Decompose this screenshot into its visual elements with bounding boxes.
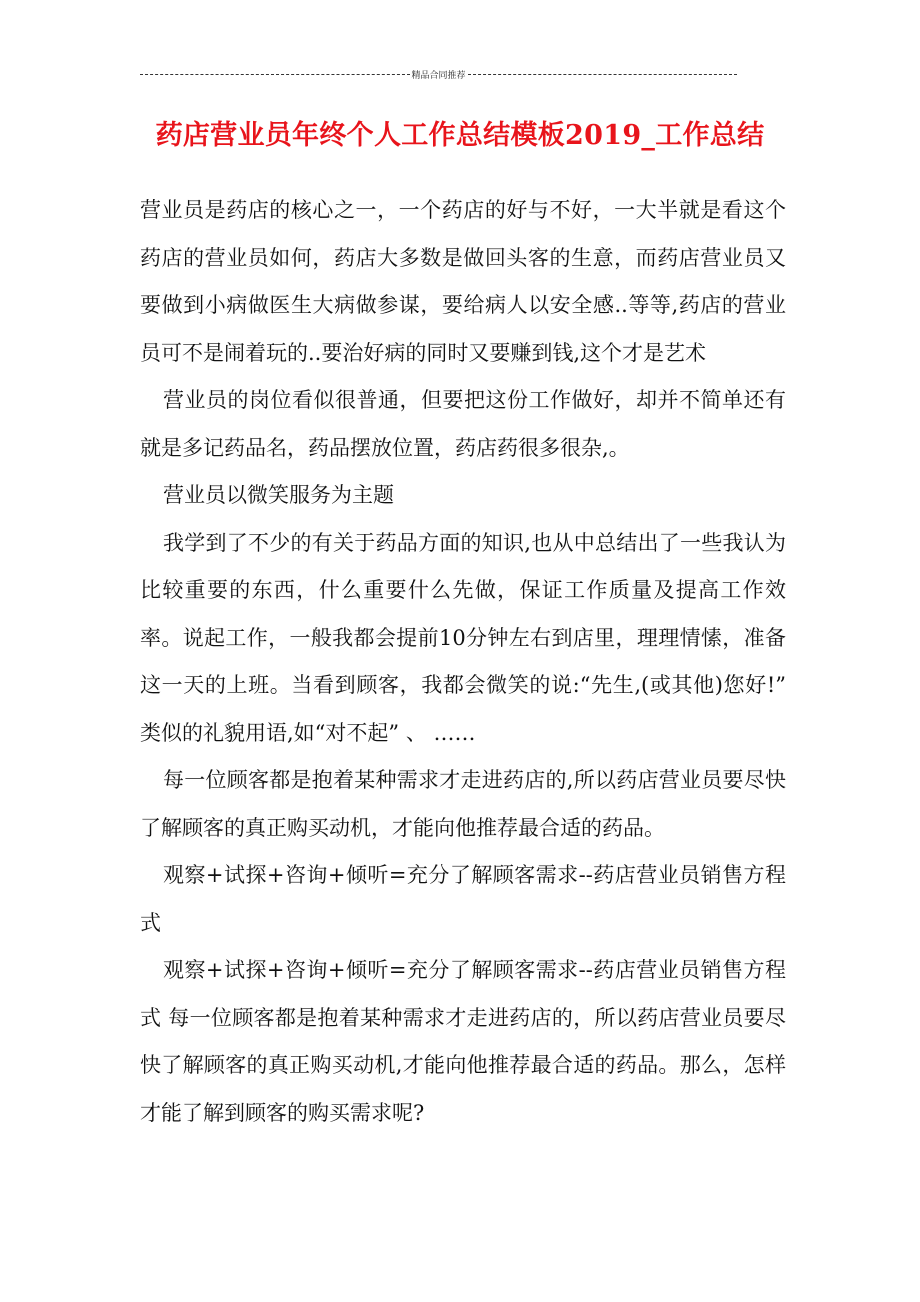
paragraph: 观察+试探+咨询+倾听=充分了解顾客需求--药店营业员销售方程式 bbox=[140, 863, 786, 935]
paragraph: 我学到了不少的有关于药品方面的知识,也从中总结出了一些我认为比较重要的东西，什么重要什么先做，保证工作质量及提高工作效率。说起工作，一般我都会提前10分钟左右到店里，理理情愫，准备这一天的上班。当看到顾客，我都会微笑的说:“先生,(或其他)您好!” 类似的礼貌用语,如“对不起” 、 …… bbox=[140, 530, 786, 745]
paragraph: 观察+试探+咨询+倾听=充分了解顾客需求--药店营业员销售方程式 每一位顾客都是抱着某种需求才走进药店的，所以药店营业员要尽快了解顾客的真正购买动机,才能向他推荐最合适的药品。那么，怎样才能了解到顾客的购买需求呢? bbox=[140, 958, 786, 1125]
paragraph: 营业员以微笑服务为主题 bbox=[163, 483, 394, 507]
document-title: 药店营业员年终个人工作总结模板2019_工作总结 bbox=[155, 120, 765, 151]
paragraph: 每一位顾客都是抱着某种需求才走进药店的,所以药店营业员要尽快了解顾客的真正购买动机，才能向他推荐最合适的药品。 bbox=[140, 768, 786, 840]
header-divider-left bbox=[140, 74, 410, 75]
paragraph: 营业员是药店的核心之一，一个药店的好与不好，一大半就是看这个药店的营业员如何，药店大多数是做回头客的生意，而药店营业员又要做到小病做医生大病做参谋，要给病人以安全感..等等,药店的营业员可不是闹着玩的..要治好病的同时又要赚到钱,这个才是艺术 bbox=[140, 198, 786, 365]
header-label: 精品合同推荐 bbox=[411, 70, 466, 81]
page-header bbox=[140, 66, 737, 82]
paragraph: 营业员的岗位看似很普通，但要把这份工作做好，却并不简单还有就是多记药品名，药品摆放位置，药店药很多很杂,。 bbox=[140, 388, 786, 460]
header-divider-right bbox=[468, 74, 737, 75]
document-body bbox=[140, 187, 786, 1137]
